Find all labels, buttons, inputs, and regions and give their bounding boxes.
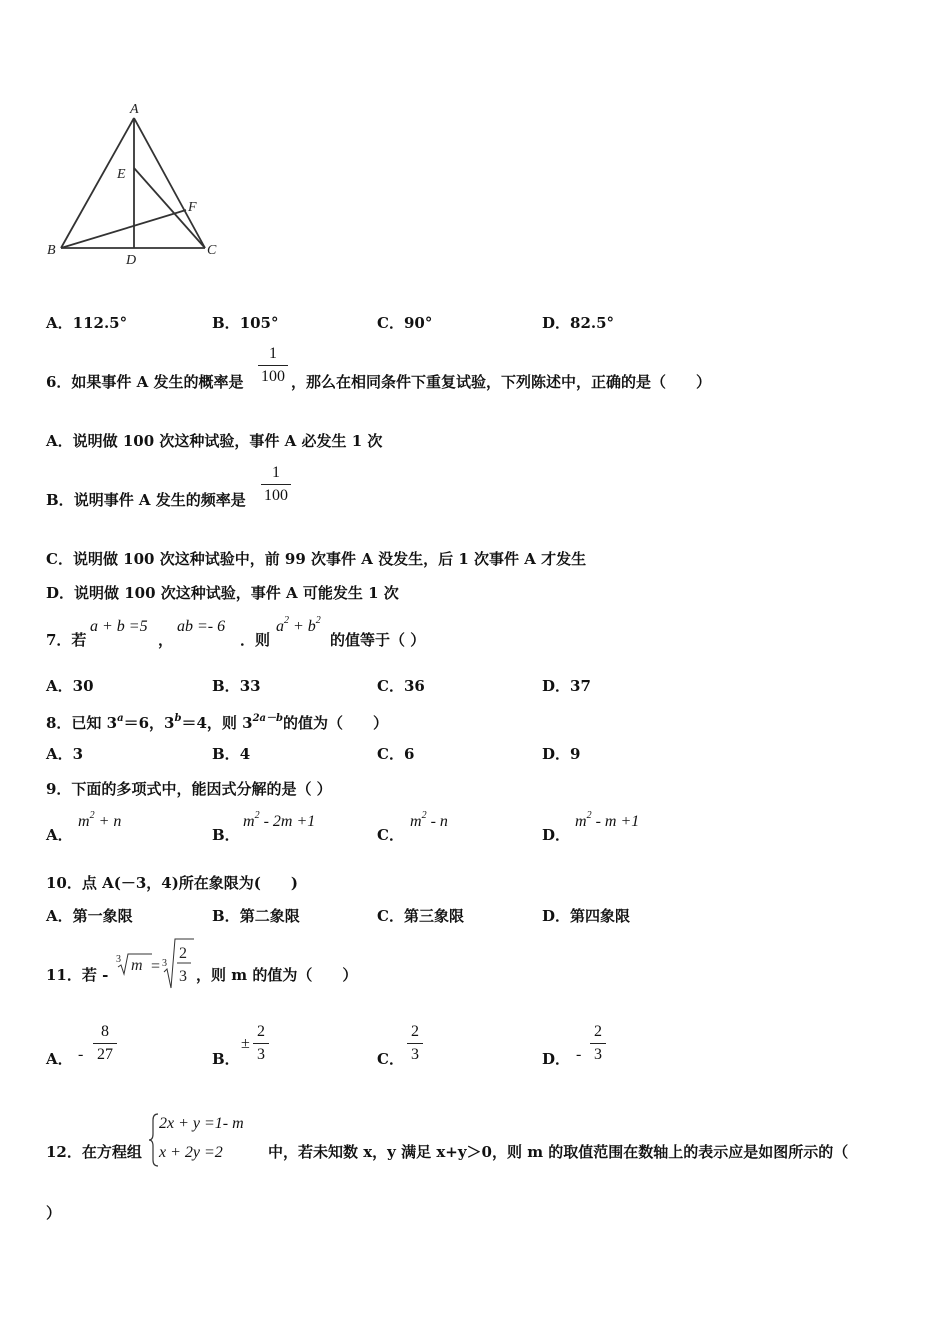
- q11-option-b[interactable]: B．: [212, 1050, 240, 1068]
- q7-condition-2: ab =- 6: [177, 618, 226, 635]
- q10-stem: 10．点 A(－3，4)所在象限为( ): [46, 874, 298, 892]
- q8-option-c[interactable]: C．6: [377, 745, 415, 763]
- q6-option-d[interactable]: D．说明做 100 次这种试验，事件 A 可能发生 1 次: [46, 584, 399, 602]
- q9-stem: 9．下面的多项式中，能因式分解的是（ ）: [46, 780, 332, 798]
- q11-option-d[interactable]: D．: [542, 1050, 571, 1068]
- q8-option-b[interactable]: B．4: [212, 745, 251, 763]
- q11-option-a[interactable]: A．: [46, 1050, 73, 1068]
- q7-option-c[interactable]: C．36: [377, 677, 425, 695]
- q12-equation-1: 2x + y =1- m: [159, 1115, 244, 1132]
- q6-option-b-fraction: 1 100: [261, 463, 291, 506]
- q7-then: ．则: [240, 631, 271, 649]
- q11-option-a-fraction: 8 27: [93, 1022, 117, 1065]
- q5-option-d[interactable]: D．82.5°: [542, 314, 615, 332]
- q7-stem-post: 的值等于（ ）: [330, 631, 426, 649]
- q9-option-c[interactable]: C．: [377, 826, 404, 844]
- q11-equals: =: [151, 958, 161, 975]
- triangle-figure: [40, 98, 230, 273]
- q11-option-a-sign: -: [78, 1046, 84, 1063]
- q7-expression: $a^2 + b^2$: [276, 615, 321, 635]
- label-e: E: [117, 167, 126, 182]
- q7-option-a[interactable]: A．30: [46, 677, 94, 695]
- q8-option-d[interactable]: D．9: [542, 745, 581, 763]
- q6-option-c[interactable]: C．说明做 100 次这种试验中，前 99 次事件 A 没发生，后 1 次事件 A 才发生: [46, 550, 587, 568]
- q9-option-d[interactable]: D．: [542, 826, 571, 844]
- q5-option-c[interactable]: C．90°: [377, 314, 433, 332]
- q9-option-b-expr: $m^2 - 2m +1$: [243, 810, 316, 830]
- q10-option-b[interactable]: B．第二象限: [212, 907, 300, 925]
- q11-lhs-index: 3: [116, 954, 121, 965]
- q11-rhs-index: 3: [162, 958, 167, 969]
- q6-option-a[interactable]: A．说明做 100 次这种试验，事件 A 必发生 1 次: [46, 432, 383, 450]
- q11-option-d-fraction: 2 3: [590, 1022, 606, 1065]
- q11-rhs-num: 2: [179, 945, 187, 962]
- q11-option-c[interactable]: C．: [377, 1050, 404, 1068]
- q6-fraction: 1 100: [258, 344, 288, 387]
- label-c: C: [207, 243, 217, 258]
- label-b: B: [47, 243, 56, 258]
- q6-stem-pre: 6．如果事件 A 发生的概率是: [46, 373, 244, 391]
- q8-stem: 8．已知 $3^a=6$，$3^b=4$，则 $3^{2a-b}$的值为（ ）: [46, 713, 389, 732]
- q7-option-b[interactable]: B．33: [212, 677, 261, 695]
- q11-stem-post: ，则 m 的值为（ ）: [196, 966, 358, 984]
- q11-lhs-radicand: m: [131, 957, 143, 974]
- q5-option-b[interactable]: B．105°: [212, 314, 279, 332]
- q11-option-b-fraction: 2 3: [253, 1022, 269, 1065]
- q10-option-d[interactable]: D．第四象限: [542, 907, 631, 925]
- q10-option-c[interactable]: C．第三象限: [377, 907, 464, 925]
- q11-cube-root-fraction: [160, 936, 196, 990]
- q7-stem-pre: 7．若: [46, 631, 87, 649]
- label-a: A: [130, 102, 139, 117]
- q11-stem-pre: 11．若 -: [46, 966, 109, 984]
- q11-rhs-den: 3: [179, 968, 187, 985]
- q11-option-b-sign: ±: [241, 1035, 250, 1052]
- q9-option-b[interactable]: B．: [212, 826, 240, 844]
- q6-stem-post: ，那么在相同条件下重复试验，下列陈述中，正确的是（ ）: [291, 373, 712, 391]
- label-d: D: [126, 253, 137, 268]
- q11-option-c-fraction: 2 3: [407, 1022, 423, 1065]
- q7-condition-1: a + b =5: [90, 618, 148, 635]
- q7-option-d[interactable]: D．37: [542, 677, 591, 695]
- q5-option-a[interactable]: A．112.5°: [46, 314, 128, 332]
- q6-option-b[interactable]: B．说明事件 A 发生的频率是: [46, 491, 246, 509]
- q9-option-a[interactable]: A．: [46, 826, 73, 844]
- q9-option-d-expr: $m^2 - m +1$: [575, 810, 640, 830]
- q10-option-a[interactable]: A．第一象限: [46, 907, 133, 925]
- label-f: F: [188, 200, 197, 215]
- q12-stem-pre: 12．在方程组: [46, 1143, 142, 1161]
- q9-option-c-expr: $m^2$ - n: [410, 810, 448, 830]
- q12-stem-end: ）: [46, 1204, 62, 1222]
- q7-sep: ，: [158, 631, 174, 649]
- q11-option-d-sign: -: [576, 1046, 582, 1063]
- q12-equation-2: x + 2y =2: [159, 1144, 223, 1161]
- segment-ac: [134, 118, 205, 248]
- q9-option-a-expr: $m^2 + n$: [78, 810, 122, 830]
- q8-option-a[interactable]: A．3: [46, 745, 84, 763]
- q12-stem-post: 中，若未知数 x，y 满足 x+y＞0，则 m 的取值范围在数轴上的表示应是如图所示的（: [268, 1143, 849, 1161]
- q11-cube-root-m: [114, 950, 154, 980]
